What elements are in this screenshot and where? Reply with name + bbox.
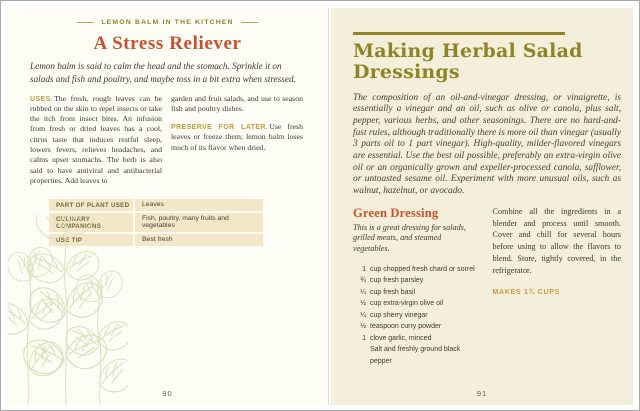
uses-label: USES. <box>30 95 54 103</box>
preserve-text: Use fresh leaves or freeze them; lemon balm loses much of its flavor when dried. <box>171 122 303 152</box>
kicker-rule-right <box>241 22 258 23</box>
body-column-2 <box>171 94 303 187</box>
table-row <box>49 213 263 232</box>
recipe-right-column <box>493 206 621 368</box>
ingredient-quantity: ¾ <box>360 277 366 285</box>
table-row-label: CULINARY COMPANIONS <box>49 213 133 232</box>
page-gutter <box>328 8 329 405</box>
ingredient-row <box>353 264 480 276</box>
plant-info-table <box>49 199 263 246</box>
recipe-left-column <box>353 206 480 368</box>
recipe-description: This is a great dressing for salads, grilled meats, and steamed vegetables. <box>353 222 466 253</box>
page-title: A Stress Reliever <box>93 33 242 54</box>
ingredient-quantity: ½ <box>360 300 366 308</box>
page-number-left: 90 <box>162 389 173 398</box>
kicker-rule-left <box>77 22 94 23</box>
ingredient-quantity: ½ <box>360 323 366 331</box>
ingredient-name: clove garlic, minced <box>370 334 432 342</box>
table-row-value: Best fresh <box>135 234 263 246</box>
table-row-label: USE TIP <box>49 234 133 246</box>
body-column-1 <box>30 94 162 187</box>
table-row-value: Leaves <box>135 199 263 211</box>
recipe-yield: MAKES 1¾ CUPS <box>492 289 560 297</box>
ingredient-name: cup fresh parsley <box>370 277 424 285</box>
chapter-title: Making Herbal Salad Dressings <box>353 40 583 83</box>
uses-text: The fresh, rough leaves can be rubbed on the skin to repel insects or take the itch from insect bites. An infusion from fresh or dried leaves has a cool, citrus taste that induces restful sleep, lowers fevers, relieves headaches, and calms upset stomachs. The herb is also said to have antiviral and antibacterial properties. Add leaves to <box>30 93 162 185</box>
ingredient-quantity <box>353 344 366 367</box>
ingredient-quantity: 1 <box>362 265 366 273</box>
recipe-instructions: Combine all the ingredients in a blender and process until smooth. Cover and chill for several hours before using to allow the flavors to blend. Store, tightly covered, in the refrigerator. <box>492 206 621 276</box>
ingredient-name: cup extra-virgin olive oil <box>370 300 444 308</box>
page-number-right: 91 <box>476 389 488 398</box>
ingredient-name: Salt and freshly ground black pepper <box>370 346 461 366</box>
ingredient-row <box>353 310 480 322</box>
ingredient-list <box>353 264 480 368</box>
ingredient-name: cup chopped fresh chard or sorrel <box>370 265 475 273</box>
ingredient-name: cup sherry vinegar <box>370 311 428 319</box>
chapter-intro: The composition of an oil-and-vinegar dressing, or vinaigrette, is essentially a vinegar and an oil, such as olive or canola, plus salt, pepper, various herbs, and other seasonings. There are no hard-and-fast rules, although traditionally there is more oil than vinegar (usually 3 parts oil to 1 part vinegar). High-quality, milder-flavored vinegars are essential. Use the best oil possible, preferably an extra-virgin olive oil or an organically grown and expeller-processed canola, safflower, or untoasted sesame oil. Experiment with more unusual oils, such as walnut, hazelnut, or avocado. <box>353 92 621 197</box>
recipe-title: Green Dressing <box>353 205 439 220</box>
ingredient-name: cup fresh basil <box>370 288 416 296</box>
left-page <box>8 8 327 405</box>
intro-text: Lemon balm is said to calm the head and the stomach. Sprinkle it on salads and fish and poultry, and maybe toss in a bit extra when stressed. <box>30 60 296 85</box>
ingredient-row <box>353 344 480 367</box>
ingredient-quantity: ¼ <box>360 311 366 319</box>
table-row <box>49 234 263 246</box>
kicker-label: LEMON BALM IN THE KITCHEN <box>101 19 234 26</box>
uses-text-continued: garden and fruit salads, and use to season fish and poultry dishes. <box>171 93 303 113</box>
ingredient-row <box>353 275 480 287</box>
ingredient-row <box>353 298 480 310</box>
table-row <box>49 199 263 211</box>
table-row-label: PART OF PLANT USED <box>49 199 133 211</box>
kicker <box>30 18 305 27</box>
title-rule <box>353 32 565 35</box>
table-row-value: Fish, poultry, many fruits and vegetables <box>135 213 263 232</box>
body-columns <box>30 94 305 187</box>
ingredient-row <box>353 333 480 345</box>
ingredient-quantity: ¼ <box>360 288 366 296</box>
recipe <box>353 206 621 368</box>
ingredient-row <box>353 321 480 333</box>
ingredient-name: teaspoon curry powder <box>370 323 442 331</box>
preserve-label: PRESERVE FOR LATER. <box>171 124 269 132</box>
ingredient-quantity: 1 <box>362 334 366 342</box>
ingredient-row <box>353 287 480 299</box>
right-page <box>331 8 633 405</box>
